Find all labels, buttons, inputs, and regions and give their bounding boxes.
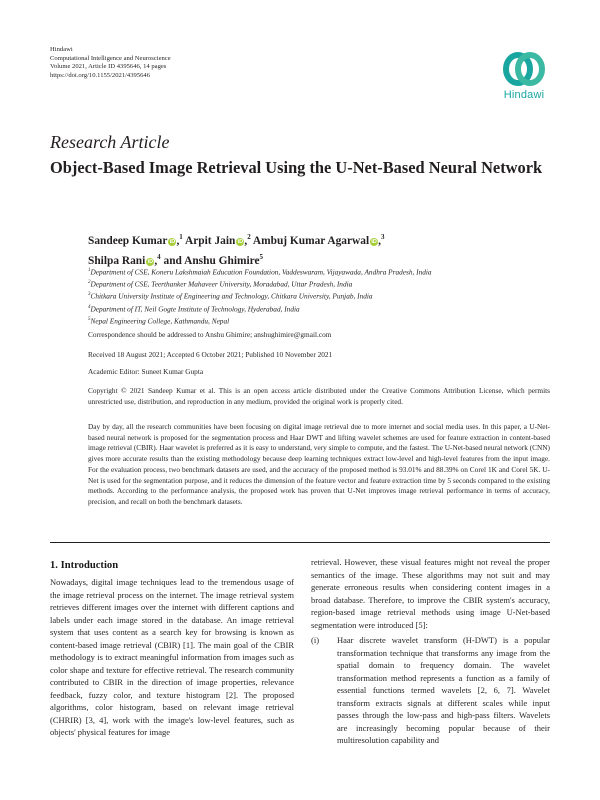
abstract: Day by day, all the research communities have been focusing on digital image retrieval due to more internet and social media uses. In this paper, a U-Net-based neural network is proposed for the segmentation process and Haar DWT and lifting wavelet schemes are used for feature extraction in content-based image retrieval (CBIR). Haar wavelet is preferred as it is easy to understand, very simple to compute, and the fastest. The U-Net-based neural network (CNN) gives more accurate results than the existing methodology because deep learning techniques extract low-level and high-level features from the input image. For the evaluation process, two benchmark datasets are used, and the accuracy of the proposed method is 93.01% and 88.39% on Corel 1K and Corel 5K. U-Net is used for the segmentation purpose, and it reduces the dimension of the feature vector and feature extraction time by 5 seconds compared to the existing methods. According to the performance analysis, the proposed work has proven that U-Net improves image retrieval performance in terms of accuracy, precision, and recall on both the benchmark datasets. [88,422,550,506]
affiliation-item [88,315,558,327]
list-item [311,634,550,747]
affiliation-item [88,290,558,302]
list-item-text: Haar discrete wavelet transform (H-DWT) is a popular transformation technique that transforms any image from the spatial domain to frequency domain. The wavelet transformation method represents a function as a family of essential functions termed wavelets [2, 6, 7]. Wavelet transform extracts signals at different scales while input passes through the low-pass and high-pass filters. Wavelets are increasingly becoming popular because of their multiresolution capability and [337,635,550,745]
affiliation-item [88,266,558,278]
author-name: Anshu Ghimire [184,254,260,267]
journal-header [50,46,171,80]
academic-editor: Academic Editor: Suneet Kumar Gupta [88,367,204,376]
author-name: Sandeep Kumar [88,234,168,247]
journal-name: Computational Intelligence and Neuroscience [50,54,171,62]
affiliation-ref: 2 [88,280,91,286]
copyright-notice: Copyright © 2021 Sandeep Kumar et al. This is an open access article distributed under the Creative Commons Attribution License, which permits unrestricted use, distribution, and reproduction in any medium, provided the original work is properly cited. [88,386,550,406]
publication-dates: Received 18 August 2021; Accepted 6 October 2021; Published 10 November 2021 [88,350,333,359]
affiliation-text: Nepal Engineering College, Kathmandu, Nepal [90,316,230,326]
doi-link[interactable]: https://doi.org/10.1155/2021/4395646 [50,71,151,79]
affiliation-ref: 1 [88,268,91,273]
author-name: Shilpa Rani [88,254,146,267]
affiliation-text: Department of IT, Neil Gogte Institute of Technology, Hyderabad, India [90,304,300,314]
orcid-icon[interactable]: iD [371,238,377,245]
section-divider [50,542,550,543]
affiliation-text: Chitkara University Institute of Engineering and Technology, Chitkara University, Punjab, India [90,291,373,301]
intro-column-left: Nowadays, digital image techniques lead to the tremendous usage of the image retrieval process on the internet. The image retrieval system retrieves different images over the internet with different captions and labels under each image stored in the database. An image retrieval system that uses content as a search key for browsing is known as content-based image retrieval (CBIR) [1]. The main goal of the CBIR methodology is to extract meaningful information from images such as color shape and texture for effective retrieval. The research community contributed to CBIR in the direction of image properties, relevance feedback, fuzzy color, and texture histogram [2]. The proposed algorithms, color histogram, based on relevant image retrieval (CHRIR) [3, 4], work with the image's low-level features, such as objects' physical features for image [50,577,294,737]
author-name: Ambuj Kumar Agarwal [252,234,370,247]
volume-line: Volume 2021, Article ID 4395646, 14 pages [50,63,167,71]
list-item-label: (i) [311,635,320,645]
logo-text: Hindawi [503,89,545,101]
hindawi-logo-icon [501,48,547,90]
author-affil-ref: 5 [259,252,264,261]
hindawi-logo[interactable] [497,48,551,110]
article-type: Research Article [50,132,170,152]
author-affil-ref: 3 [381,233,385,241]
author-affil-ref: 2 [247,233,251,241]
affiliation-text: Department of CSE, Koneru Lakshmaiah Education Foundation, Vaddeswaram, Vijayawada, Andhra Pradesh, India [90,267,432,277]
affiliation-item [88,278,558,290]
author-affil-ref: 1 [179,233,183,241]
author-name: Arpit Jain [185,234,236,247]
affiliation-text: Department of CSE, Teerthanker Mahaveer University, Moradabad, Uttar Pradesh, India [90,279,353,289]
author-list: Sandeep Kumar iD,$^1$ Arpit Jain iD,$^2$ Ambuj Kumar Agarwal iD,$^3$ Shilpa Rani iD,$^4$ and Anshu Ghimire$^5$ [88,233,385,267]
affiliation-item [88,303,558,315]
publisher-name: Hindawi [50,46,73,53]
affiliation-ref: 5 [88,316,91,322]
section-heading: 1. Introduction [50,560,119,571]
orcid-icon[interactable]: iD [169,238,176,245]
affiliation-ref: 4 [88,304,91,310]
affiliations [88,266,558,327]
affiliation-ref: 3 [88,292,91,298]
orcid-icon[interactable]: iD [237,238,244,245]
author-affil-ref: 4 [157,252,161,261]
orcid-icon[interactable]: iD [147,258,154,265]
article-title: Object-Based Image Retrieval Using the U-Net-Based Neural Network [50,158,543,177]
correspondence: Correspondence should be addressed to Anshu Ghimire; anshughimire@gmail.com [88,330,332,339]
intro-column-right: retrieval. However, these visual features might not reveal the proper semantics of the image. These algorithms may not suit and may generate erroneous results when considering content images in a broad database. Therefore, to improve the CBIR system's accuracy, region-based image retrieval methods using image U-Net-based segmentation were introduced [5]: [311,557,550,630]
